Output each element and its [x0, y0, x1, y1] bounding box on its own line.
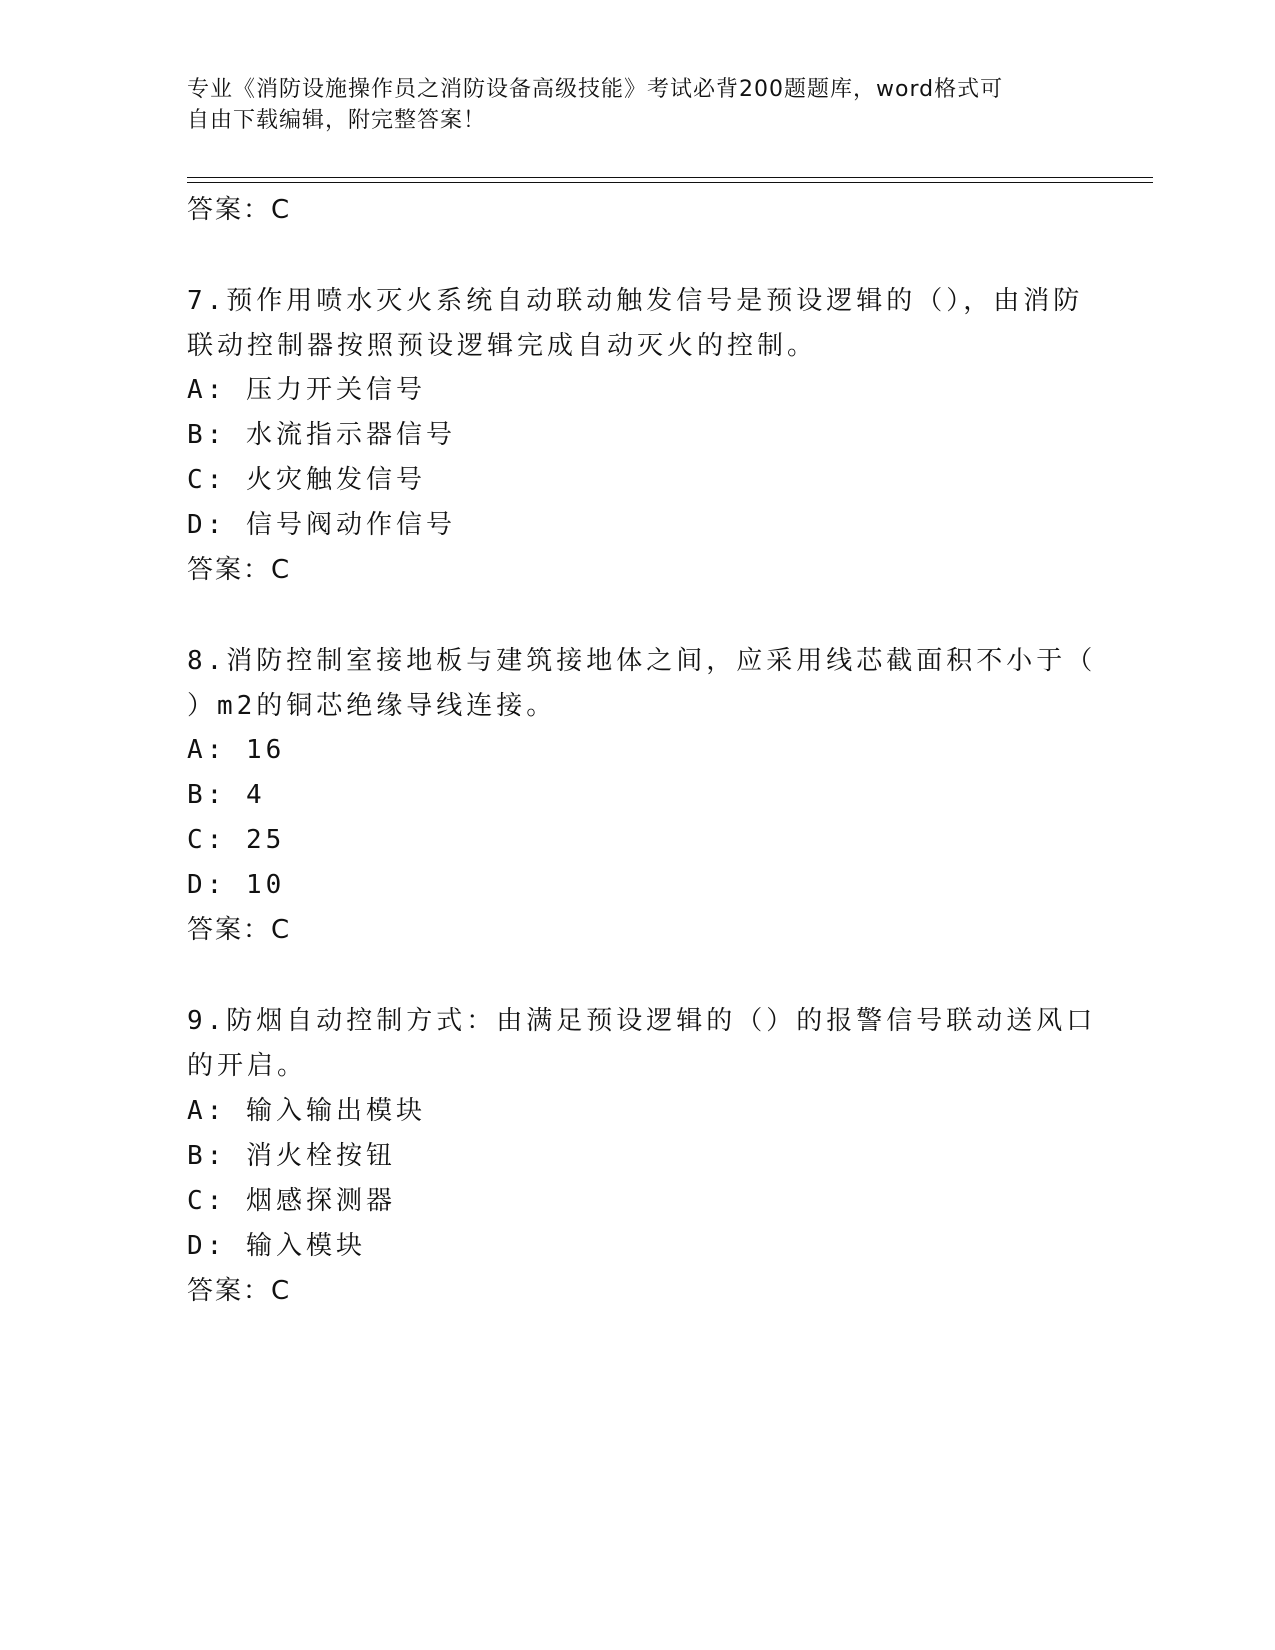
answer-line: 答案：C	[187, 555, 292, 585]
header-line-2: 自由下载编辑，附完整答案！	[187, 108, 487, 133]
question-text-line-1: 8.消防控制室接地板与建筑接地体之间，应采用线芯截面积不小于（	[187, 646, 1097, 676]
question-text-line-1: 9.防烟自动控制方式：由满足预设逻辑的（）的报警信号联动送风口	[187, 1006, 1097, 1036]
option-b: B: 4	[187, 780, 266, 810]
option-d: D: 输入模块	[187, 1231, 366, 1261]
option-c: C: 25	[187, 825, 286, 855]
answer-line: 答案：C	[187, 1276, 292, 1306]
question-text-line-2: ）m2的铜芯绝缘导线连接。	[187, 691, 557, 721]
question-text-line-2: 的开启。	[187, 1051, 308, 1081]
option-d: D: 信号阀动作信号	[187, 510, 456, 540]
option-c: C: 烟感探测器	[187, 1186, 396, 1216]
document-header	[187, 74, 1067, 136]
question-text-line-1: 7.预作用喷水灭火系统自动联动触发信号是预设逻辑的（），由消防	[187, 286, 1084, 316]
option-b: B: 水流指示器信号	[187, 420, 456, 450]
option-a: A: 输入输出模块	[187, 1096, 426, 1126]
header-divider-bottom	[187, 182, 1153, 183]
option-b: B: 消火栓按钮	[187, 1141, 396, 1171]
answer-line: 答案：C	[187, 195, 292, 225]
header-divider-top	[187, 177, 1153, 178]
option-a: A: 压力开关信号	[187, 375, 426, 405]
header-line-1: 专业《消防设施操作员之消防设备高级技能》考试必背200题题库，word格式可	[187, 77, 1004, 102]
option-d: D: 10	[187, 870, 286, 900]
option-a: A: 16	[187, 735, 286, 765]
question-text-line-2: 联动控制器按照预设逻辑完成自动灭火的控制。	[187, 331, 818, 361]
option-c: C: 火灾触发信号	[187, 465, 426, 495]
answer-line: 答案：C	[187, 915, 292, 945]
